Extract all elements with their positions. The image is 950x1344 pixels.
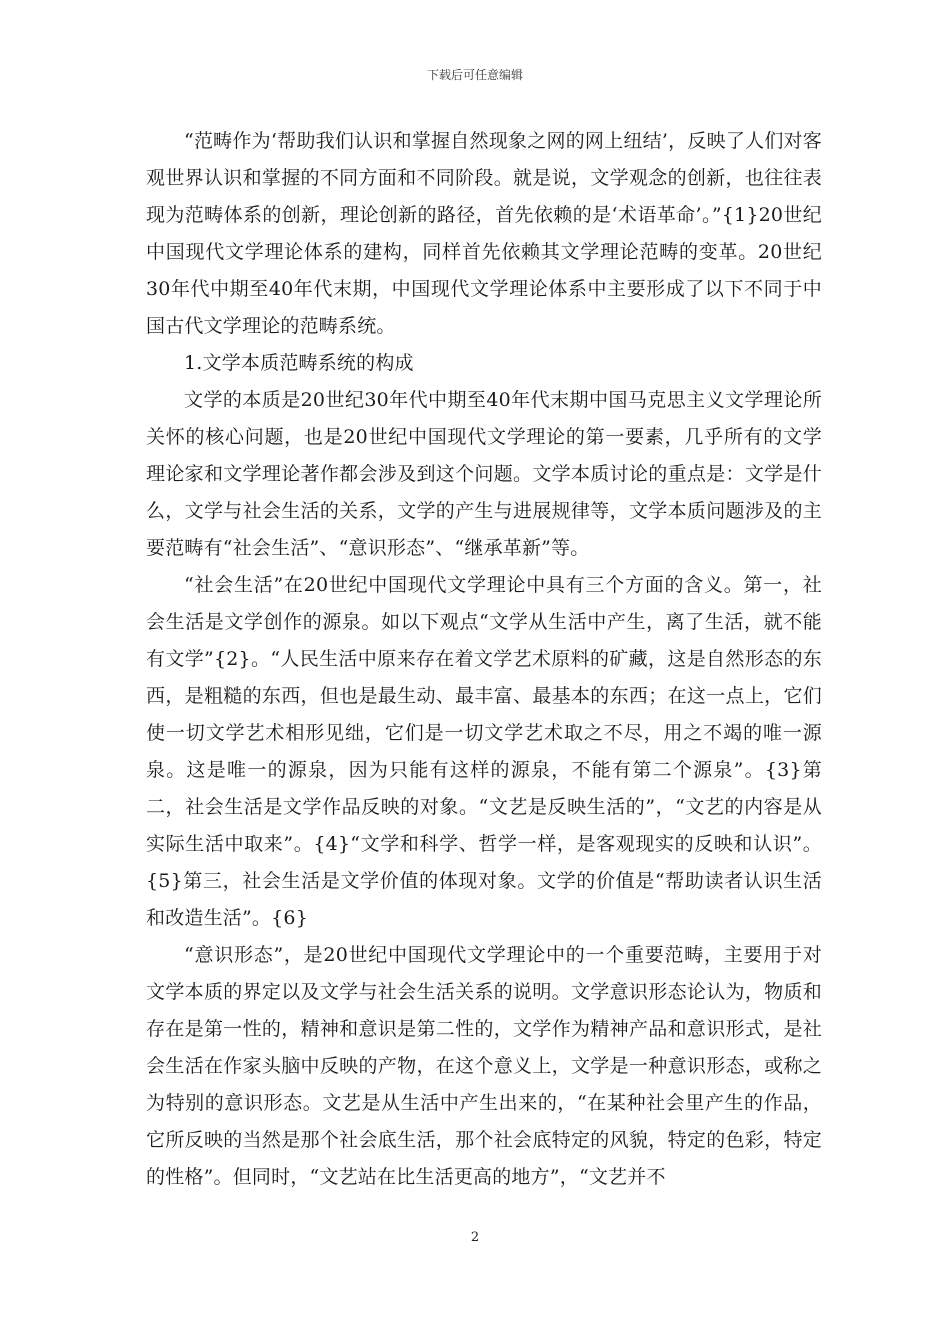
document-body <box>146 123 822 1196</box>
page-number: 2 <box>470 1230 480 1245</box>
paragraph-intro: “范畴作为‘帮助我们认识和掌握自然现象之网的网上纽结’，反映了人们对客观世界认识和掌握的不同方面和不同阶段。就是说，文学观念的创新，也往往表现为范畴体系的创新，理论创新的路径，首先依赖的是‘术语革命’。”{1}20世纪中国现代文学理论体系的建构，同样首先依赖其文学理论范畴的变革。20世纪30年代中期至40年代末期，中国现代文学理论体系中主要形成了以下不同于中国古代文学理论的范畴系统。 <box>146 130 822 337</box>
section-heading: 1.文学本质范畴系统的构成 <box>184 352 414 374</box>
paragraph-social-life: “社会生活”在20世纪中国现代文学理论中具有三个方面的含义。第一，社会生活是文学创作的源泉。如以下观点“文学从生活中产生，离了生活，就不能有文学”{2}。“人民生活中原来存在着文学艺术原料的矿藏，这是自然形态的东西，是粗糙的东西，但也是最生动、最丰富、最基本的东西；在这一点上，它们使一切文学艺术相形见绌，它们是一切文学艺术取之不尽，用之不竭的唯一源泉。这是唯一的源泉，因为只能有这样的源泉，不能有第二个源泉”。{3}第二，社会生活是文学作品反映的对象。“文艺是反映生活的”，“文艺的内容是从实际生活中取来”。{4}“文学和科学、哲学一样，是客观现实的反映和认识”。{5}第三，社会生活是文学价值的体现对象。文学的价值是“帮助读者认识生活和改造生活”。{6} <box>146 574 822 929</box>
paragraph-ideology: “意识形态”，是20世纪中国现代文学理论中的一个重要范畴，主要用于对文学本质的界定以及文学与社会生活关系的说明。文学意识形态论认为，物质和存在是第一性的，精神和意识是第二性的，文学作为精神产品和意识形式，是社会生活在作家头脑中反映的产物，在这个意义上，文学是一种意识形态，或称之为特别的意识形态。文艺是从生活中产生出来的，“在某种社会里产生的作品，它所反映的当然是那个社会底生活，那个社会底特定的风貌，特定的色彩，特定的性格”。但同时，“文艺站在比生活更高的地方”，“文艺并不 <box>146 944 822 1188</box>
page-header: 下载后可任意编辑 <box>426 68 523 82</box>
paragraph-literary-essence: 文学的本质是20世纪30年代中期至40年代末期中国马克思主义文学理论所关怀的核心问题，也是20世纪中国现代文学理论的第一要素，几乎所有的文学理论家和文学理论著作都会涉及到这个问题。文学本质讨论的重点是：文学是什么，文学与社会生活的关系，文学的产生与进展规律等，文学本质问题涉及的主要范畴有“社会生活”、“意识形态”、“继承革新”等。 <box>146 389 822 559</box>
